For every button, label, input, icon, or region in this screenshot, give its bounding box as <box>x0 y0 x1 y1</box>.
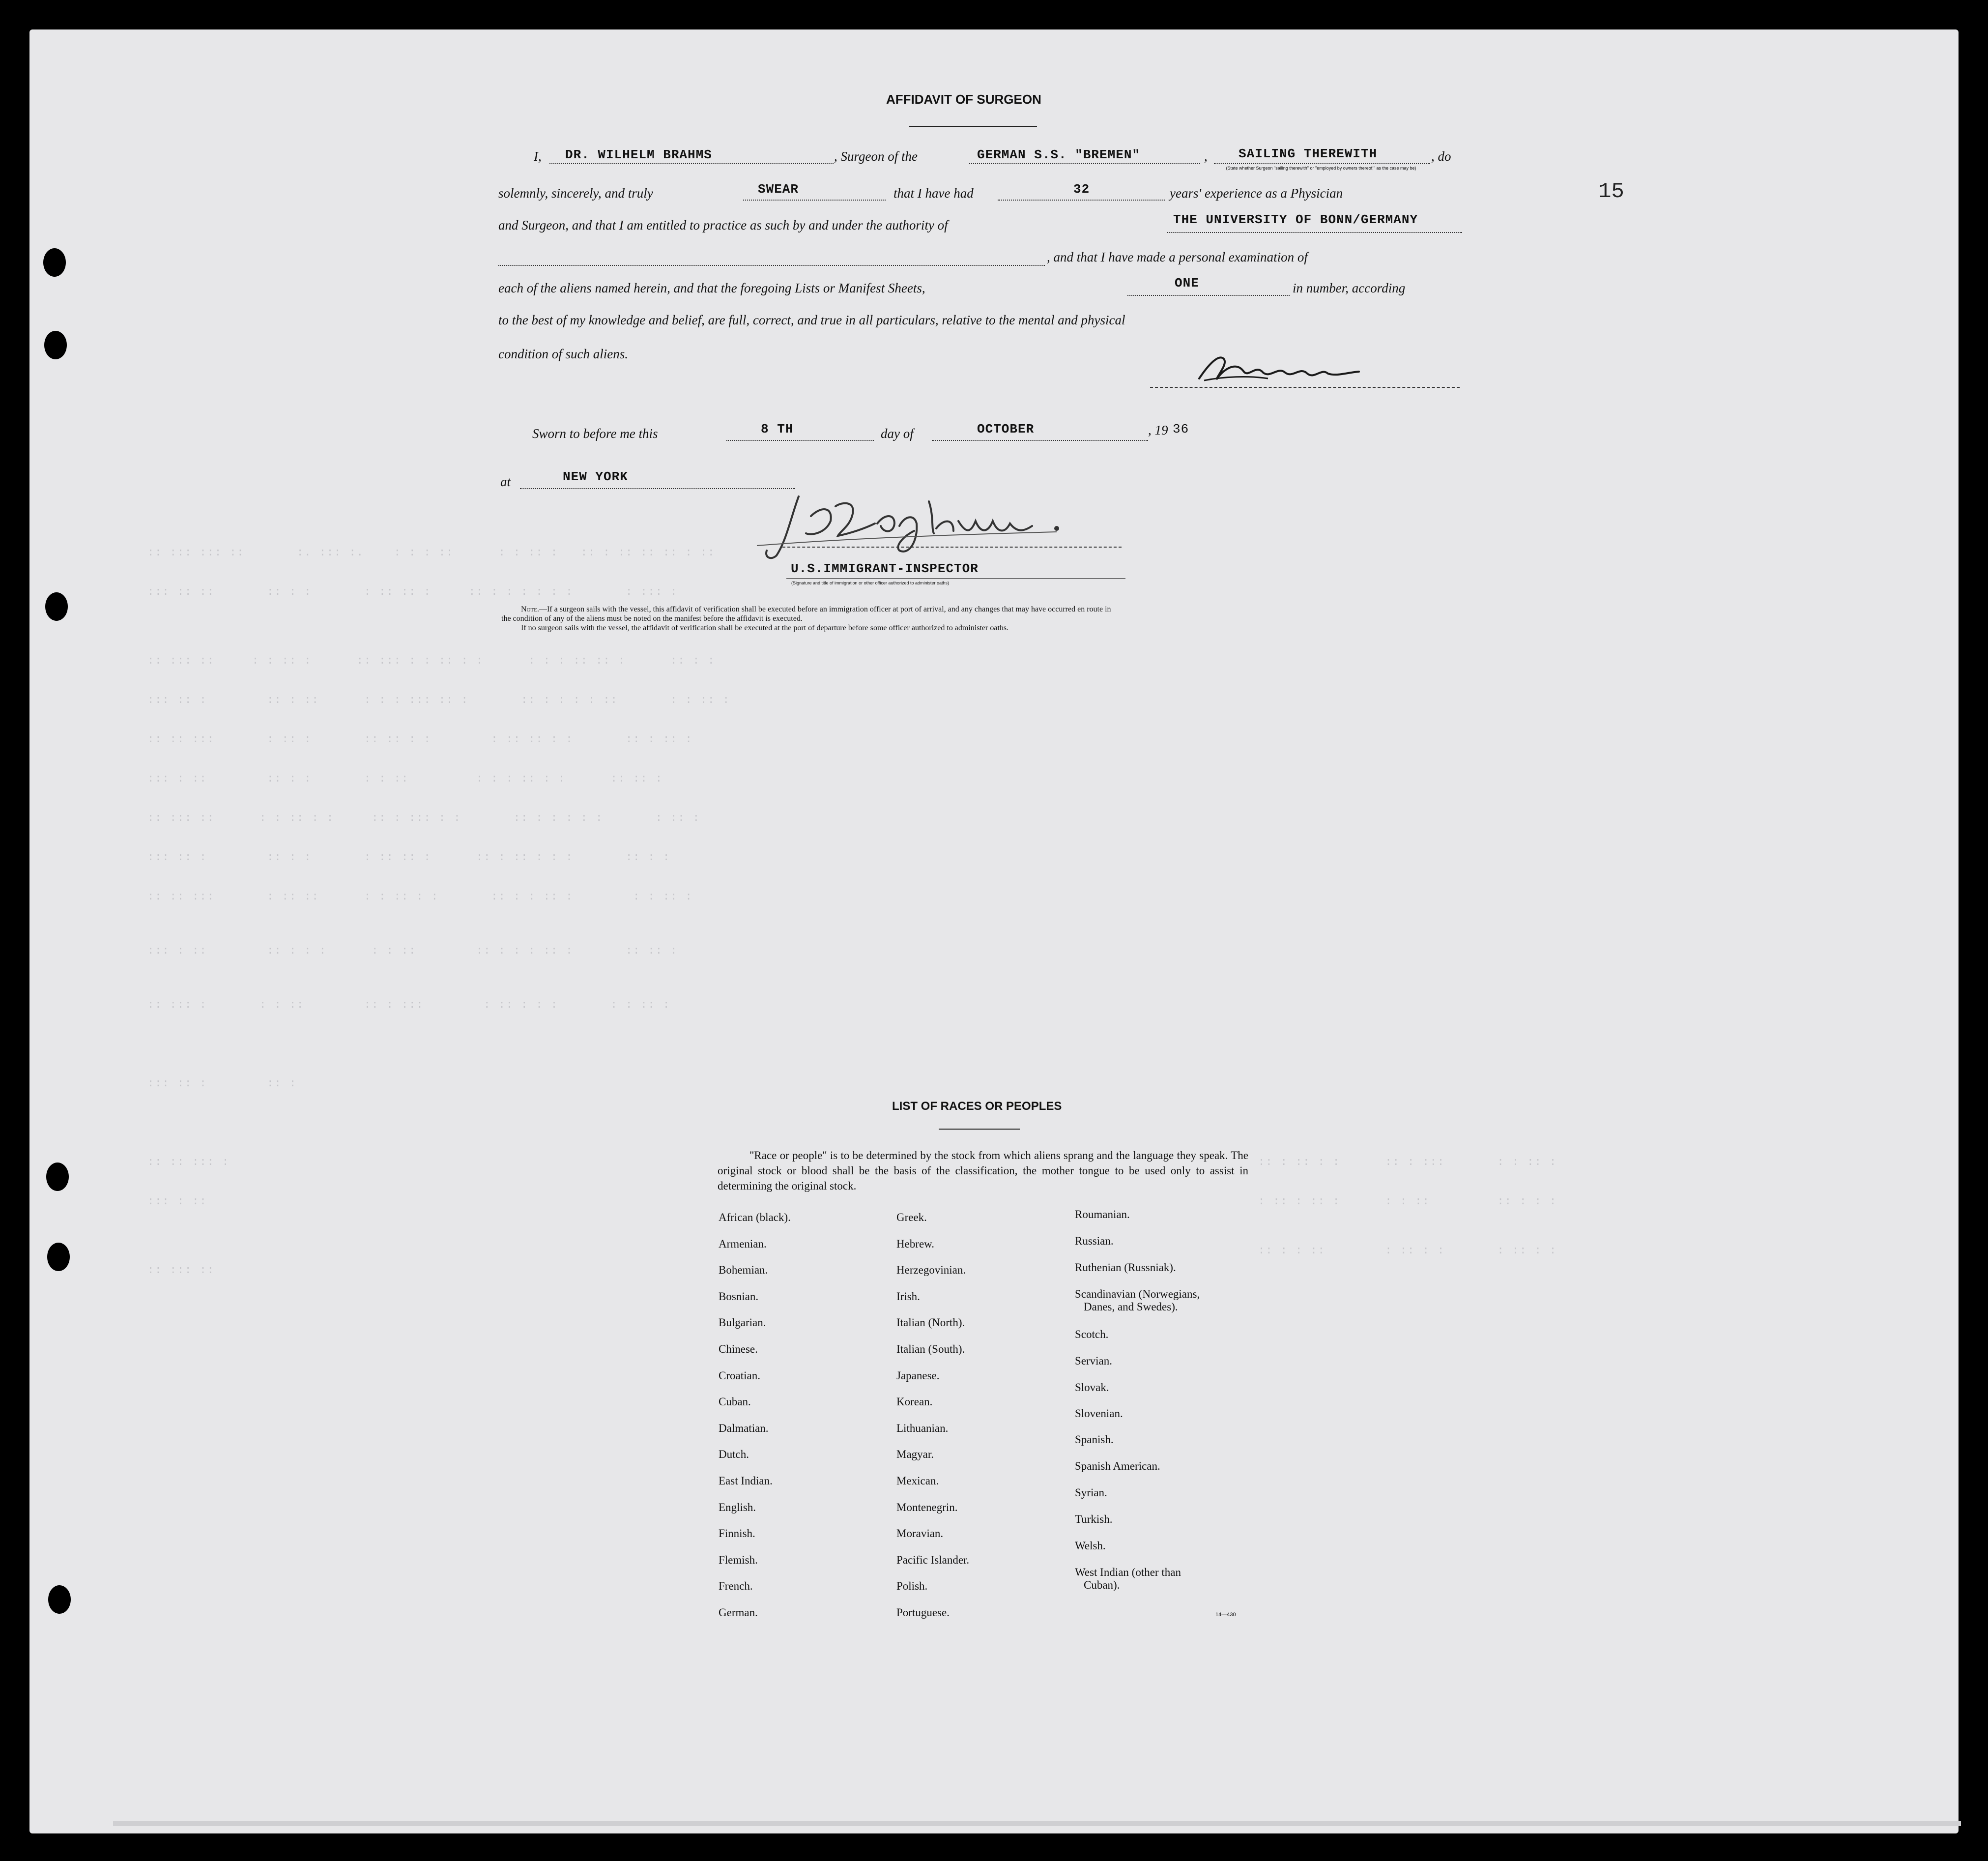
inspector-signature <box>752 487 1135 565</box>
sworn-year-prefix: , 19 <box>1148 423 1168 437</box>
sworn-day-field <box>726 424 874 441</box>
race-list-item <box>896 1580 969 1606</box>
race-label: Moravian. <box>896 1527 944 1540</box>
page-number: 15 <box>1598 179 1624 204</box>
line2-middle: that I have had <box>893 186 974 201</box>
at-prefix: at <box>500 474 511 489</box>
sheet-bottom-edge <box>113 1821 1961 1826</box>
race-list-item <box>719 1211 791 1238</box>
race-label: Croatian. <box>719 1369 760 1382</box>
note-line1: —If a surgeon sails with the vessel, this affidavit of verification shall be executed before an immigration officer at port of arrival, and any changes that may have occurred en route in <box>539 605 1111 613</box>
race-label: Spanish. <box>1075 1433 1114 1446</box>
inspector-signature-line <box>782 531 1122 548</box>
race-label: Slovenian. <box>1075 1407 1123 1420</box>
race-label: Portuguese. <box>896 1606 950 1619</box>
authority-field-continued <box>498 249 1045 266</box>
race-label: Lithuanian. <box>896 1422 949 1434</box>
race-label: Scandinavian (Norwegians, <box>1075 1288 1200 1300</box>
race-label: Greek. <box>896 1211 927 1223</box>
race-label: Herzegovinian. <box>896 1264 966 1277</box>
race-label: Montenegrin. <box>896 1501 958 1513</box>
surgeon-name-value: DR. WILHELM BRAHMS <box>565 147 712 162</box>
binder-hole <box>48 1585 71 1614</box>
race-list-item <box>896 1264 969 1290</box>
race-list-item <box>719 1396 791 1422</box>
race-label: Polish. <box>896 1580 928 1593</box>
race-label: Chinese. <box>719 1342 758 1355</box>
race-label: Armenian. <box>719 1237 767 1250</box>
race-list-item <box>896 1396 969 1422</box>
race-list-item <box>719 1501 791 1528</box>
race-list-item <box>719 1448 791 1475</box>
line6: to the best of my knowledge and belief, are full, correct, and true in all particulars, relative to the mental and physical <box>498 313 1125 327</box>
race-list-item <box>896 1475 969 1501</box>
race-list-item <box>896 1211 969 1238</box>
race-label: Italian (North). <box>896 1316 965 1329</box>
binder-hole <box>47 1243 70 1271</box>
race-list-item <box>896 1606 969 1633</box>
race-list-item <box>719 1527 791 1554</box>
race-label: Bulgarian. <box>719 1316 766 1329</box>
surgeon-signature-line <box>1150 371 1460 388</box>
binder-hole <box>44 331 67 359</box>
race-list-item <box>1075 1486 1107 1499</box>
race-list-item <box>719 1580 791 1606</box>
sworn-prefix: Sworn to before me this <box>532 426 658 441</box>
race-list-item <box>719 1316 791 1343</box>
race-list-item <box>1075 1208 1130 1221</box>
race-list-item <box>1075 1513 1113 1526</box>
race-label: Japanese. <box>896 1369 940 1382</box>
binder-hole <box>46 1163 69 1191</box>
race-label: German. <box>719 1606 758 1619</box>
document-sheet <box>29 29 1959 1833</box>
vessel-value: GERMAN S.S. "BREMEN" <box>977 147 1141 162</box>
race-list-item <box>1075 1381 1109 1394</box>
sworn-day-value: 8 TH <box>761 422 794 436</box>
title-underline <box>909 126 1037 127</box>
race-list-item <box>896 1527 969 1554</box>
race-list-item <box>896 1369 969 1396</box>
race-label: Bohemian. <box>719 1264 768 1277</box>
race-list-item <box>896 1343 969 1369</box>
line1-comma: , <box>1204 149 1208 164</box>
line1-middle: , Surgeon of the <box>834 149 918 164</box>
race-list-item <box>719 1422 791 1449</box>
race-label: Bosnian. <box>719 1290 759 1303</box>
races-title-underline <box>939 1129 1020 1130</box>
race-label: Ruthenian (Russniak). <box>1075 1261 1176 1274</box>
race-label: Welsh. <box>1075 1540 1106 1552</box>
race-label: Dalmatian. <box>719 1422 769 1434</box>
sworn-year-value: 36 <box>1173 422 1189 436</box>
race-list-item <box>719 1369 791 1396</box>
race-label: Roumanian. <box>1075 1208 1130 1221</box>
race-list-item <box>896 1290 969 1317</box>
race-label: Flemish. <box>719 1553 758 1566</box>
race-label: Dutch. <box>719 1448 749 1461</box>
note-label: Note. <box>521 605 539 613</box>
race-list-item <box>896 1501 969 1528</box>
race-label: Mexican. <box>896 1474 939 1487</box>
note-line2: the condition of any of the aliens must be noted on the manifest before the affidavit is executed. <box>501 614 803 623</box>
race-list-item <box>896 1316 969 1343</box>
race-label: African (black). <box>719 1211 791 1223</box>
race-list-item <box>719 1554 791 1580</box>
race-list-item <box>1075 1355 1112 1367</box>
oath-value: SWEAR <box>758 182 799 197</box>
race-list-item <box>896 1238 969 1264</box>
sworn-middle: day of <box>881 426 914 441</box>
race-label: Finnish. <box>719 1527 755 1540</box>
race-list-item <box>896 1422 969 1449</box>
race-list-item <box>719 1343 791 1369</box>
place-value: NEW YORK <box>563 469 628 484</box>
line2-prefix: solemnly, sincerely, and truly <box>498 186 653 201</box>
binder-hole <box>43 248 66 277</box>
race-label: East Indian. <box>719 1474 773 1487</box>
line7: condition of such aliens. <box>498 347 628 361</box>
race-list-item <box>719 1238 791 1264</box>
capacity-value: SAILING THEREWITH <box>1239 146 1378 161</box>
race-label: Syrian. <box>1075 1486 1107 1499</box>
races-column-1 <box>719 1211 791 1633</box>
note-line3: If no surgeon sails with the vessel, the affidavit of verification shall be executed at the port of departure before some officer authorized to administer oaths. <box>521 624 1009 632</box>
race-list-item <box>1075 1566 1181 1592</box>
binder-hole <box>45 592 68 621</box>
race-label: Danes, and Swedes). <box>1084 1301 1178 1313</box>
years-value: 32 <box>1073 182 1090 197</box>
line1-suffix: , do <box>1431 149 1451 164</box>
race-label: Korean. <box>896 1396 933 1408</box>
affidavit-title: AFFIDAVIT OF SURGEON <box>886 92 1041 107</box>
race-label: Cuban. <box>719 1396 751 1408</box>
sheet-count-field <box>1127 279 1290 296</box>
race-label: Slovak. <box>1075 1381 1109 1394</box>
race-list-item <box>719 1264 791 1290</box>
race-label: Pacific Islander. <box>896 1553 970 1566</box>
sheet-count-value: ONE <box>1175 276 1199 291</box>
line5-prefix: each of the aliens named herein, and that the foregoing Lists or Manifest Sheets, <box>498 281 925 295</box>
race-list-item <box>896 1554 969 1580</box>
race-list-item <box>1075 1460 1160 1473</box>
race-label: Magyar. <box>896 1448 934 1461</box>
line4-suffix: , and that I have made a personal examination of <box>1047 250 1308 264</box>
race-label: Hebrew. <box>896 1237 935 1250</box>
race-list-item <box>1075 1407 1123 1420</box>
officer-hint: (Signature and title of immigration or other officer authorized to administer oaths) <box>791 581 949 585</box>
line5-suffix: in number, according <box>1293 281 1406 295</box>
race-list-item <box>896 1448 969 1475</box>
race-label: Turkish. <box>1075 1513 1113 1525</box>
authority-value: THE UNIVERSITY OF BONN/GERMANY <box>1173 212 1418 227</box>
race-list-item <box>1075 1433 1114 1446</box>
line2-suffix: years' experience as a Physician <box>1170 186 1343 201</box>
races-column-2 <box>896 1211 969 1633</box>
line1-prefix: I, <box>534 149 542 164</box>
affidavit-note <box>501 605 1465 633</box>
race-list-item <box>719 1475 791 1501</box>
race-label: English. <box>719 1501 756 1513</box>
race-list-item <box>1075 1288 1200 1313</box>
race-list-item <box>1075 1328 1108 1341</box>
races-title: LIST OF RACES OR PEOPLES <box>892 1100 1062 1113</box>
race-label: Irish. <box>896 1290 920 1303</box>
race-label: Spanish American. <box>1075 1460 1160 1472</box>
race-list-item <box>1075 1261 1176 1274</box>
officer-title-underline <box>786 578 1125 579</box>
race-label: French. <box>719 1580 753 1593</box>
race-label: Servian. <box>1075 1355 1113 1367</box>
race-label: Italian (South). <box>896 1342 965 1355</box>
race-list-item <box>719 1606 791 1633</box>
line3-prefix: and Surgeon, and that I am entitled to practice as such by and under the authority of <box>498 218 948 233</box>
race-label: Russian. <box>1075 1235 1114 1247</box>
sworn-month-field <box>932 424 1148 441</box>
officer-title: U.S.IMMIGRANT-INSPECTOR <box>791 561 979 576</box>
sworn-month-value: OCTOBER <box>977 422 1035 436</box>
race-label: Cuban). <box>1084 1579 1120 1591</box>
races-intro: "Race or people" is to be determined by the stock from which aliens sprang and the language they speak. The original stock or blood shall be the basis of the classification, the mother tongue to be used only to assist in determining the original stock. <box>718 1149 1248 1192</box>
race-list-item <box>1075 1540 1106 1552</box>
race-label: West Indian (other than <box>1075 1566 1181 1578</box>
race-label: Scotch. <box>1075 1328 1109 1340</box>
race-list-item <box>1075 1235 1114 1248</box>
form-number: 14—430 <box>1215 1612 1236 1618</box>
race-list-item <box>719 1290 791 1317</box>
capacity-hint: (State whether Surgeon "sailing therewith" or "employed by owners thereof," as the case may be) <box>1226 166 1416 171</box>
